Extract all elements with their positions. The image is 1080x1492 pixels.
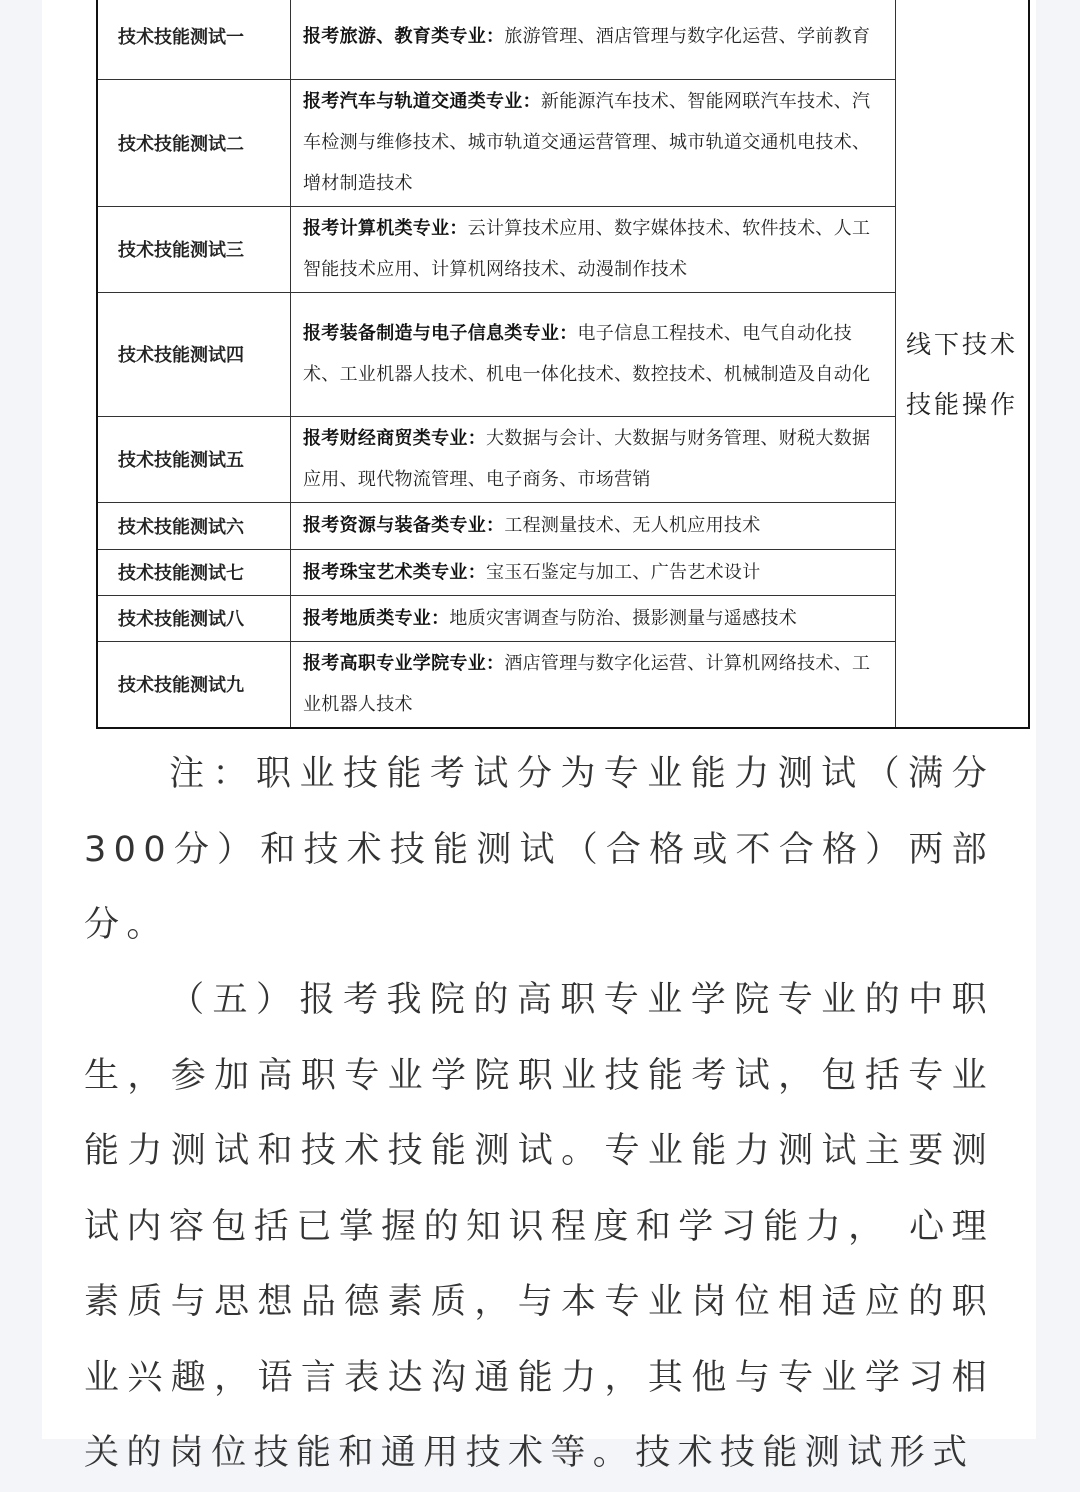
major-category: 报考地质类专业： xyxy=(303,607,450,629)
table-row xyxy=(97,549,1029,595)
major-category: 报考装备制造与电子信息类专业： xyxy=(303,323,578,344)
test-name: 技术技能测试八 xyxy=(97,595,291,641)
table-row xyxy=(97,206,1029,292)
major-list: 工程测量技术、无人机应用技术 xyxy=(504,515,761,536)
test-majors xyxy=(291,0,896,79)
test-name: 技术技能测试七 xyxy=(97,549,291,595)
table-row xyxy=(97,0,1029,79)
test-majors xyxy=(291,416,896,502)
test-majors xyxy=(291,549,896,595)
major-list: 大数据与会计、大数据与财务管理、财税大数据应用、现代物流管理、电子商务、市场营销 xyxy=(303,428,871,490)
test-majors xyxy=(291,206,896,292)
table-row xyxy=(97,502,1029,549)
major-list: 地质灾害调查与防治、摄影测量与遥感技术 xyxy=(449,607,798,629)
major-list: 宝玉石鉴定与加工、广告艺术设计 xyxy=(486,561,761,583)
major-category: 报考珠宝艺术类专业： xyxy=(303,561,486,583)
section-five-text: （五）报考我院的高职专业学院专业的中职生，参加高职专业学院职业技能考试，包括专业能力测试和技术技能测试。专业能力测试主要测试内容包括已掌握的知识程度和学习能力， 心理素质与思想品德素质，与本专业岗位相适应的职业兴趣，语言表达沟通能力，其他与专业学习相关的岗位技能和通用技术等。技术技能测试形式 xyxy=(84,980,994,1473)
test-name: 技术技能测试六 xyxy=(97,502,291,549)
test-method: 线下技术技能操作 xyxy=(896,0,1030,728)
test-majors xyxy=(291,79,896,206)
major-category: 报考旅游、教育类专业： xyxy=(303,25,505,47)
test-majors xyxy=(291,595,896,641)
note-text: 注：职业技能考试分为专业能力测试（满分300分）和技术技能测试（合格或不合格）两部分。 xyxy=(84,754,994,945)
test-name: 技术技能测试二 xyxy=(97,79,291,206)
table-row xyxy=(97,595,1029,641)
major-list: 酒店管理与数字化运营、计算机网络技术、工业机器人技术 xyxy=(303,653,871,716)
major-list: 旅游管理、酒店管理与数字化运营、学前教育 xyxy=(504,25,871,47)
major-category: 报考高职专业学院专业： xyxy=(303,653,505,675)
test-name: 技术技能测试三 xyxy=(97,206,291,292)
major-list: 电子信息工程技术、电气自动化技术、工业机器人技术、机电一体化技术、数控技术、机械制造及自动化 xyxy=(303,323,871,385)
table-row xyxy=(97,416,1029,502)
test-name: 技术技能测试一 xyxy=(97,0,291,79)
major-category: 报考汽车与轨道交通类专业： xyxy=(303,91,541,112)
test-majors xyxy=(291,641,896,728)
table-row xyxy=(97,641,1029,728)
note-paragraph xyxy=(84,737,994,964)
section-five-paragraph xyxy=(84,963,994,1492)
major-list: 云计算技术应用、数字媒体技术、软件技术、人工智能技术应用、计算机网络技术、动漫制作技术 xyxy=(303,218,871,280)
test-majors xyxy=(291,502,896,549)
test-majors xyxy=(291,292,896,416)
document-page xyxy=(42,0,1036,1473)
table-row xyxy=(97,79,1029,206)
test-name: 技术技能测试五 xyxy=(97,416,291,502)
test-name: 技术技能测试四 xyxy=(97,292,291,416)
test-name: 技术技能测试九 xyxy=(97,641,291,728)
major-category: 报考资源与装备类专业： xyxy=(303,515,505,536)
major-category: 报考财经商贸类专业： xyxy=(303,428,486,449)
skill-test-table xyxy=(96,0,1030,729)
table-row xyxy=(97,292,1029,416)
major-category: 报考计算机类专业： xyxy=(303,218,468,239)
major-list: 新能源汽车技术、智能网联汽车技术、汽车检测与维修技术、城市轨道交通运营管理、城市轨道交通机电技术、增材制造技术 xyxy=(303,91,871,194)
